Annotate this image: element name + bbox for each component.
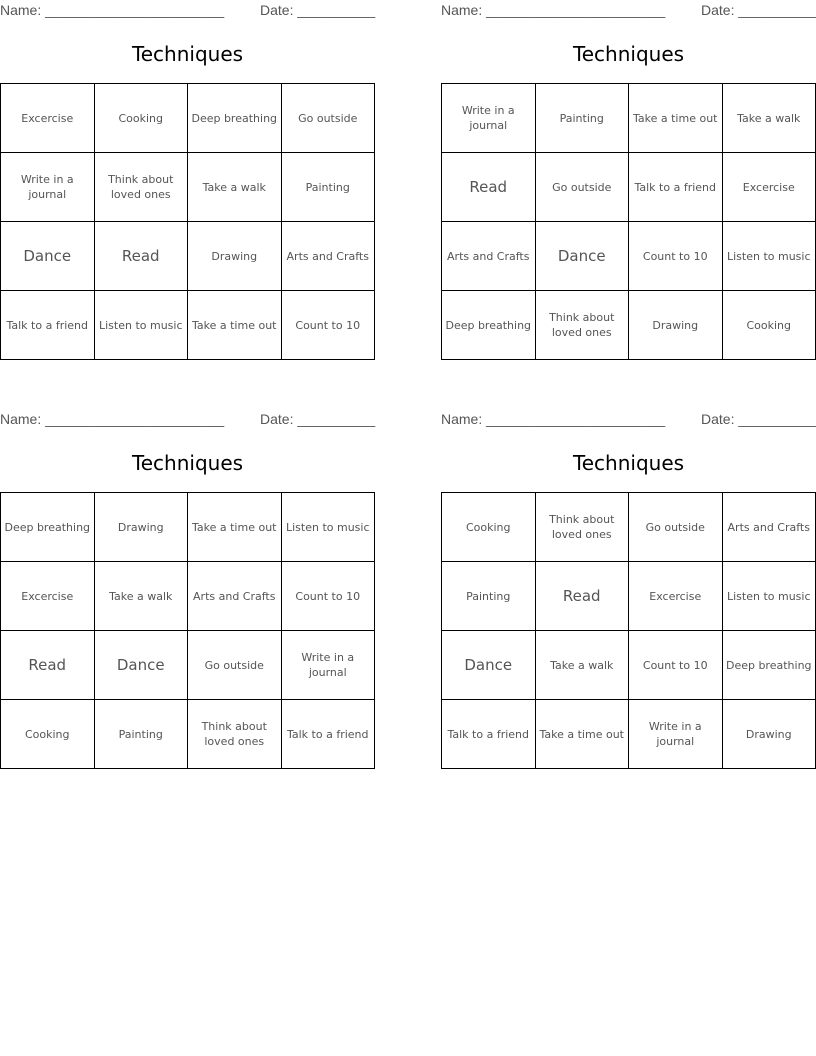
grid-cell: Cooking xyxy=(442,493,536,562)
grid-cell: Take a walk xyxy=(94,562,188,631)
grid-cell: Think about loved ones xyxy=(535,291,629,360)
grid-row xyxy=(442,700,816,769)
grid-cell: Listen to music xyxy=(722,222,816,291)
grid-cell: Read xyxy=(1,631,95,700)
grid-cell: Go outside xyxy=(629,493,723,562)
name-field[interactable]: Name: _______________________ xyxy=(441,2,666,18)
grid-cell: Write in a journal xyxy=(281,631,375,700)
grid-cell: Go outside xyxy=(281,84,375,153)
grid-cell: Take a walk xyxy=(535,631,629,700)
card-header xyxy=(441,0,816,22)
grid-cell: Deep breathing xyxy=(442,291,536,360)
grid-row xyxy=(442,562,816,631)
name-field[interactable]: Name: _______________________ xyxy=(441,411,666,427)
grid-cell: Take a time out xyxy=(629,84,723,153)
grid-cell: Painting xyxy=(535,84,629,153)
grid-row xyxy=(1,700,375,769)
grid-cell: Listen to music xyxy=(722,562,816,631)
grid-cell: Go outside xyxy=(188,631,282,700)
technique-grid xyxy=(0,492,375,769)
grid-cell: Dance xyxy=(1,222,95,291)
bingo-card-3 xyxy=(0,409,376,748)
card-title: Techniques xyxy=(131,451,244,475)
grid-row xyxy=(442,222,816,291)
grid-cell: Dance xyxy=(535,222,629,291)
grid-cell: Excercise xyxy=(1,562,95,631)
grid-cell: Painting xyxy=(442,562,536,631)
grid-row xyxy=(1,631,375,700)
grid-cell: Cooking xyxy=(1,700,95,769)
grid-cell: Read xyxy=(535,562,629,631)
grid-cell: Take a time out xyxy=(188,291,282,360)
grid-row xyxy=(1,493,375,562)
grid-cell: Deep breathing xyxy=(188,84,282,153)
grid-cell: Listen to music xyxy=(281,493,375,562)
grid-cell: Excercise xyxy=(629,562,723,631)
grid-cell: Think about loved ones xyxy=(94,153,188,222)
grid-cell: Count to 10 xyxy=(629,222,723,291)
grid-cell: Arts and Crafts xyxy=(442,222,536,291)
card-header xyxy=(0,0,375,22)
grid-cell: Take a walk xyxy=(722,84,816,153)
grid-row xyxy=(1,153,375,222)
grid-cell: Write in a journal xyxy=(629,700,723,769)
grid-cell: Arts and Crafts xyxy=(188,562,282,631)
grid-cell: Painting xyxy=(94,700,188,769)
bingo-card-1 xyxy=(0,0,376,332)
grid-cell: Talk to a friend xyxy=(1,291,95,360)
grid-cell: Read xyxy=(94,222,188,291)
grid-cell: Dance xyxy=(442,631,536,700)
grid-cell: Arts and Crafts xyxy=(722,493,816,562)
grid-cell: Think about loved ones xyxy=(535,493,629,562)
grid-row xyxy=(1,84,375,153)
grid-cell: Talk to a friend xyxy=(442,700,536,769)
card-header xyxy=(441,409,816,431)
card-title: Techniques xyxy=(572,42,685,66)
date-field[interactable]: Date: __________ xyxy=(701,2,816,18)
bingo-card-4 xyxy=(441,409,816,748)
grid-row xyxy=(442,631,816,700)
grid-cell: Cooking xyxy=(722,291,816,360)
grid-cell: Deep breathing xyxy=(1,493,95,562)
grid-cell: Dance xyxy=(94,631,188,700)
grid-cell: Take a time out xyxy=(535,700,629,769)
grid-row xyxy=(442,493,816,562)
technique-grid xyxy=(441,492,816,769)
grid-row xyxy=(442,291,816,360)
grid-cell: Count to 10 xyxy=(629,631,723,700)
grid-cell: Think about loved ones xyxy=(188,700,282,769)
card-header xyxy=(0,409,375,431)
grid-row xyxy=(442,84,816,153)
grid-cell: Excercise xyxy=(1,84,95,153)
grid-row xyxy=(1,562,375,631)
technique-grid xyxy=(441,83,816,360)
grid-cell: Drawing xyxy=(94,493,188,562)
name-field[interactable]: Name: _______________________ xyxy=(0,411,225,427)
grid-cell: Arts and Crafts xyxy=(281,222,375,291)
date-field[interactable]: Date: __________ xyxy=(260,2,376,18)
grid-row xyxy=(1,222,375,291)
name-field[interactable]: Name: _______________________ xyxy=(0,2,225,18)
grid-cell: Take a walk xyxy=(188,153,282,222)
card-title: Techniques xyxy=(131,42,244,66)
grid-cell: Talk to a friend xyxy=(629,153,723,222)
grid-cell: Count to 10 xyxy=(281,562,375,631)
card-title: Techniques xyxy=(572,451,685,475)
grid-cell: Listen to music xyxy=(94,291,188,360)
bingo-card-2 xyxy=(441,0,816,339)
grid-cell: Go outside xyxy=(535,153,629,222)
grid-cell: Drawing xyxy=(629,291,723,360)
grid-cell: Write in a journal xyxy=(442,84,536,153)
grid-cell: Drawing xyxy=(188,222,282,291)
grid-cell: Take a time out xyxy=(188,493,282,562)
technique-grid xyxy=(0,83,375,360)
grid-cell: Painting xyxy=(281,153,375,222)
grid-row xyxy=(1,291,375,360)
grid-cell: Cooking xyxy=(94,84,188,153)
grid-cell: Drawing xyxy=(722,700,816,769)
grid-cell: Talk to a friend xyxy=(281,700,375,769)
grid-cell: Excercise xyxy=(722,153,816,222)
grid-row xyxy=(442,153,816,222)
grid-cell: Deep breathing xyxy=(722,631,816,700)
date-field[interactable]: Date: __________ xyxy=(701,411,816,427)
date-field[interactable]: Date: __________ xyxy=(260,411,376,427)
grid-cell: Count to 10 xyxy=(281,291,375,360)
grid-cell: Write in a journal xyxy=(1,153,95,222)
grid-cell: Read xyxy=(442,153,536,222)
